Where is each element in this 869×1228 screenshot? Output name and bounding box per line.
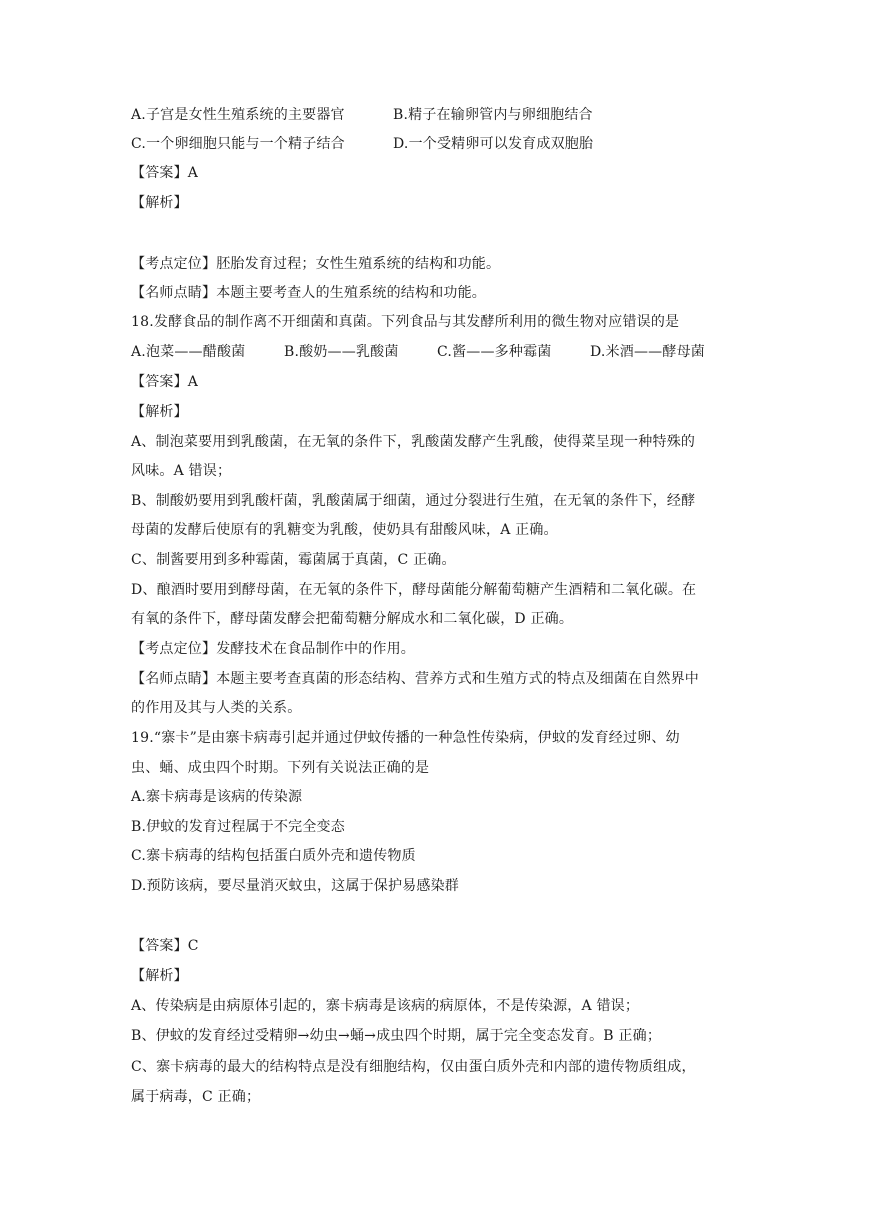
q19-answer: 【答案】C	[131, 938, 199, 954]
q17-option-d: D.一个受精卵可以发育成双胞胎	[393, 136, 594, 152]
q18-kaodian: 【考点定位】发酵技术在食品制作中的作用。	[131, 641, 415, 657]
q17-kaodian: 【考点定位】胚胎发育过程；女性生殖系统的结构和功能。	[131, 256, 501, 272]
q18-analysis-line: 有氧的条件下，酵母菌发酵会把葡萄糖分解成水和二氧化碳，D 正确。	[131, 611, 574, 627]
q19-option-d: D.预防该病，要尽量消灭蚊虫，这属于保护易感染群	[131, 878, 459, 894]
q17-mingshi: 【名师点睛】本题主要考查人的生殖系统的结构和功能。	[131, 285, 486, 301]
q18-answer: 【答案】A	[131, 374, 199, 390]
q19-analysis-line: B、伊蚊的发育经过受精卵→幼虫→蛹→成虫四个时期，属于完全变态发育。B 正确；	[131, 1028, 662, 1044]
q19-option-a: A.寨卡病毒是该病的传染源	[131, 789, 303, 805]
q19-stem-line: 19.“寨卡”是由寨卡病毒引起并通过伊蚊传播的一种急性传染病，伊蚊的发育经过卵、幼	[131, 730, 680, 746]
q18-analysis-line: A、制泡菜要用到乳酸菌，在无氧的条件下，乳酸菌发酵产生乳酸，使得菜呈现一种特殊的	[131, 434, 696, 450]
q18-mingshi-line: 【名师点睛】本题主要考查真菌的形态结构、营养方式和生殖方式的特点及细菌在自然界中	[131, 671, 699, 687]
q18-analysis-line: B、制酸奶要用到乳酸杆菌，乳酸菌属于细菌，通过分裂进行生殖，在无氧的条件下，经酵	[131, 493, 696, 509]
q19-analysis-line: A、传染病是由病原体引起的，寨卡病毒是该病的病原体，不是传染源，A 错误；	[131, 998, 640, 1014]
q17-option-c: C.一个卵细胞只能与一个精子结合	[131, 136, 345, 152]
q18-option-d: D.米酒——酵母菌	[590, 344, 705, 360]
q18-analysis-line: 风味。A 错误；	[131, 463, 232, 479]
q18-analysis-label: 【解析】	[131, 404, 188, 420]
q17-option-b: B.精子在输卵管内与卵细胞结合	[393, 107, 593, 123]
q17-answer: 【答案】A	[131, 165, 199, 181]
q18-mingshi-line: 的作用及其与人类的关系。	[131, 700, 302, 716]
q17-options-row-1	[131, 105, 593, 125]
q18-analysis-line: D、酿酒时要用到酵母菌，在无氧的条件下，酵母菌能分解葡萄糖产生酒精和二氧化碳。在	[131, 582, 697, 598]
q19-option-c: C.寨卡病毒的结构包括蛋白质外壳和遗传物质	[131, 848, 416, 864]
q18-options-row	[131, 342, 705, 362]
q18-analysis-line: C、制酱要用到多种霉菌，霉菌属于真菌，C 正确。	[131, 552, 456, 568]
q18-analysis-line: 母菌的发酵后使原有的乳糖变为乳酸，使奶具有甜酸风味，A 正确。	[131, 522, 558, 538]
q19-analysis-label: 【解析】	[131, 968, 188, 984]
q17-option-a: A.子宫是女性生殖系统的主要器官	[131, 107, 345, 123]
q18-option-b: B.酸奶——乳酸菌	[284, 344, 399, 360]
q18-stem: 18.发酵食品的制作离不开细菌和真菌。下列食品与其发酵所利用的微生物对应错误的是	[131, 314, 680, 330]
q19-stem-line: 虫、蛹、成虫四个时期。下列有关说法正确的是	[131, 760, 430, 776]
q19-analysis-line: C、寨卡病毒的最大的结构特点是没有细胞结构，仅由蛋白质外壳和内部的遗传物质组成，	[131, 1059, 696, 1075]
q19-analysis-line: 属于病毒，C 正确；	[131, 1089, 261, 1105]
q18-option-c: C.酱——多种霉菌	[437, 344, 552, 360]
q17-analysis-label: 【解析】	[131, 195, 188, 211]
q17-options-row-2	[131, 134, 593, 154]
q19-option-b: B.伊蚊的发育过程属于不完全变态	[131, 819, 345, 835]
q18-option-a: A.泡菜——醋酸菌	[131, 344, 246, 360]
